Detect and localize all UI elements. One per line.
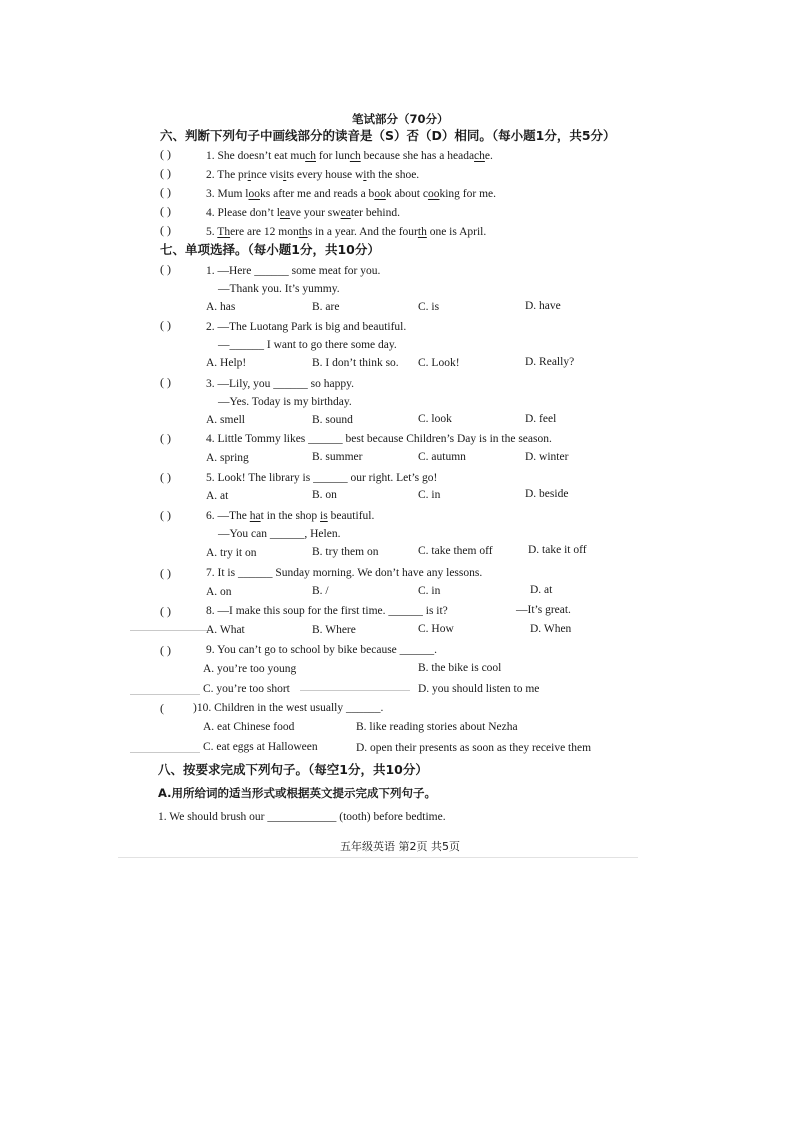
s7-q10-option-b[interactable]: B. like reading stories about Nezha (356, 721, 518, 733)
section-8-sub-a: A.用所给词的适当形式或根据英文提示完成下列句子。 (158, 786, 436, 800)
answer-paren[interactable]: ( ) (160, 604, 171, 618)
s7-q7-option-d[interactable]: D. at (530, 584, 553, 596)
answer-paren[interactable]: ( ) (160, 147, 171, 161)
answer-paren[interactable]: ( ) (160, 166, 171, 180)
answer-paren[interactable]: ( ) (160, 375, 171, 389)
s7-q9-option-d[interactable]: D. you should listen to me (418, 683, 540, 695)
s6-question-1: 1. She doesn’t eat much for lunch because she has a headache. (206, 150, 493, 162)
scan-line (300, 690, 410, 691)
scan-line (130, 752, 200, 753)
s7-q7-option-c[interactable]: C. in (418, 585, 441, 597)
answer-paren[interactable]: ( (160, 701, 164, 715)
s7-q5-option-d[interactable]: D. beside (525, 488, 569, 500)
answer-paren[interactable]: ( ) (160, 470, 171, 484)
s7-q2-option-b[interactable]: B. I don’t think so. (312, 357, 399, 369)
answer-blank[interactable]: ____________ (267, 811, 337, 823)
s7-q1-option-b[interactable]: B. are (312, 301, 340, 313)
answer-paren[interactable]: ( ) (160, 431, 171, 445)
answer-paren[interactable]: ( ) (160, 262, 171, 276)
s7-q7-stem: 7. It is ______ Sunday morning. We don’t have any lessons. (206, 567, 483, 579)
s7-q6-option-a[interactable]: A. try it on (206, 547, 257, 559)
s7-q2-option-a[interactable]: A. Help! (206, 357, 247, 369)
s7-q6-line2: —You can ______, Helen. (218, 528, 341, 540)
s7-q9-option-b[interactable]: B. the bike is cool (418, 662, 502, 674)
answer-paren[interactable]: ( ) (160, 223, 171, 237)
s7-q4-option-c[interactable]: C. autumn (418, 451, 466, 463)
s7-q1-option-c[interactable]: C. is (418, 301, 440, 313)
s6-question-2: 2. The prince visits every house with the shoe. (206, 169, 420, 181)
s7-q5-option-c[interactable]: C. in (418, 489, 441, 501)
s7-q5-stem: 5. Look! The library is ______ our right. Let’s go! (206, 472, 438, 484)
section-6-heading: 六、判断下列句子中画线部分的读音是（S）否（D）相同。（每小题1分，共5分） (160, 128, 616, 143)
s7-q4-option-d[interactable]: D. winter (525, 451, 569, 463)
s7-q8-stem: 8. —I make this soup for the first time. ______ is it? (206, 605, 448, 617)
s7-q6-stem: 6. —The hat in the shop is beautiful. (206, 510, 375, 522)
s7-q5-option-a[interactable]: A. at (206, 490, 229, 502)
s7-q7-option-b[interactable]: B. / (312, 585, 329, 597)
s7-q2-stem: 2. —The Luotang Park is big and beautiful. (206, 321, 407, 333)
s7-q8-option-a[interactable]: A. What (206, 624, 245, 636)
s7-q4-stem: 4. Little Tommy likes ______ best because Children’s Day is in the season. (206, 433, 552, 445)
s7-q5-option-b[interactable]: B. on (312, 489, 337, 501)
s7-q10-option-c[interactable]: C. eat eggs at Halloween (203, 741, 318, 753)
scan-line (130, 694, 200, 695)
s7-q10-option-a[interactable]: A. eat Chinese food (203, 721, 295, 733)
s7-q8-option-b[interactable]: B. Where (312, 624, 356, 636)
s7-q8-stem-extra: —It’s great. (516, 604, 571, 616)
s6-question-3: 3. Mum looks after me and reads a book about cooking for me. (206, 188, 496, 200)
s7-q3-stem: 3. —Lily, you ______ so happy. (206, 378, 355, 390)
s7-q9-stem: 9. You can’t go to school by bike because ______. (206, 644, 438, 656)
s7-q4-option-b[interactable]: B. summer (312, 451, 363, 463)
footer-rule (118, 857, 638, 858)
answer-paren[interactable]: ( ) (160, 185, 171, 199)
scan-line (130, 630, 210, 631)
s7-q8-option-c[interactable]: C. How (418, 623, 454, 635)
answer-paren[interactable]: ( ) (160, 643, 171, 657)
answer-paren[interactable]: ( ) (160, 318, 171, 332)
s7-q1-option-a[interactable]: A. has (206, 301, 236, 313)
s7-q7-option-a[interactable]: A. on (206, 586, 232, 598)
s7-q8-option-d[interactable]: D. When (530, 623, 572, 635)
s7-q3-option-b[interactable]: B. sound (312, 414, 353, 426)
s7-q4-option-a[interactable]: A. spring (206, 452, 249, 464)
page-footer: 五年级英语 第2页 共5页 (340, 840, 460, 853)
s7-q10-stem: )10. Children in the west usually ______. (193, 702, 384, 714)
page-title: 笔试部分（70分） (352, 112, 449, 126)
s7-q3-option-c[interactable]: C. look (418, 413, 452, 425)
s6-question-5: 5. There are 12 months in a year. And the fourth one is April. (206, 226, 487, 238)
s7-q9-option-a[interactable]: A. you’re too young (203, 663, 297, 675)
s8-question-1: 1. We should brush our ____________ (tooth) before bedtime. (158, 811, 446, 823)
section-7-heading: 七、单项选择。（每小题1分，共10分） (160, 242, 380, 257)
s7-q2-option-c[interactable]: C. Look! (418, 357, 460, 369)
answer-paren[interactable]: ( ) (160, 204, 171, 218)
s7-q1-line2: —Thank you. It’s yummy. (218, 283, 340, 295)
s7-q1-stem: 1. —Here ______ some meat for you. (206, 265, 381, 277)
s7-q2-option-d[interactable]: D. Really? (525, 356, 575, 368)
s7-q3-option-d[interactable]: D. feel (525, 413, 557, 425)
s7-q6-option-d[interactable]: D. take it off (528, 544, 587, 556)
s7-q3-option-a[interactable]: A. smell (206, 414, 245, 426)
s7-q6-option-c[interactable]: C. take them off (418, 545, 493, 557)
s7-q3-line2: —Yes. Today is my birthday. (218, 396, 352, 408)
s6-question-4: 4. Please don’t leave your sweater behind. (206, 207, 400, 219)
s7-q2-line2: —______ I want to go there some day. (218, 339, 397, 351)
s7-q9-option-c[interactable]: C. you’re too short (203, 683, 290, 695)
answer-paren[interactable]: ( ) (160, 566, 171, 580)
s7-q10-option-d[interactable]: D. open their presents as soon as they receive them (356, 742, 592, 754)
section-8-heading: 八、按要求完成下列句子。（每空1分，共10分） (158, 762, 428, 777)
s7-q1-option-d[interactable]: D. have (525, 300, 561, 312)
s7-q6-option-b[interactable]: B. try them on (312, 546, 379, 558)
answer-paren[interactable]: ( ) (160, 508, 171, 522)
